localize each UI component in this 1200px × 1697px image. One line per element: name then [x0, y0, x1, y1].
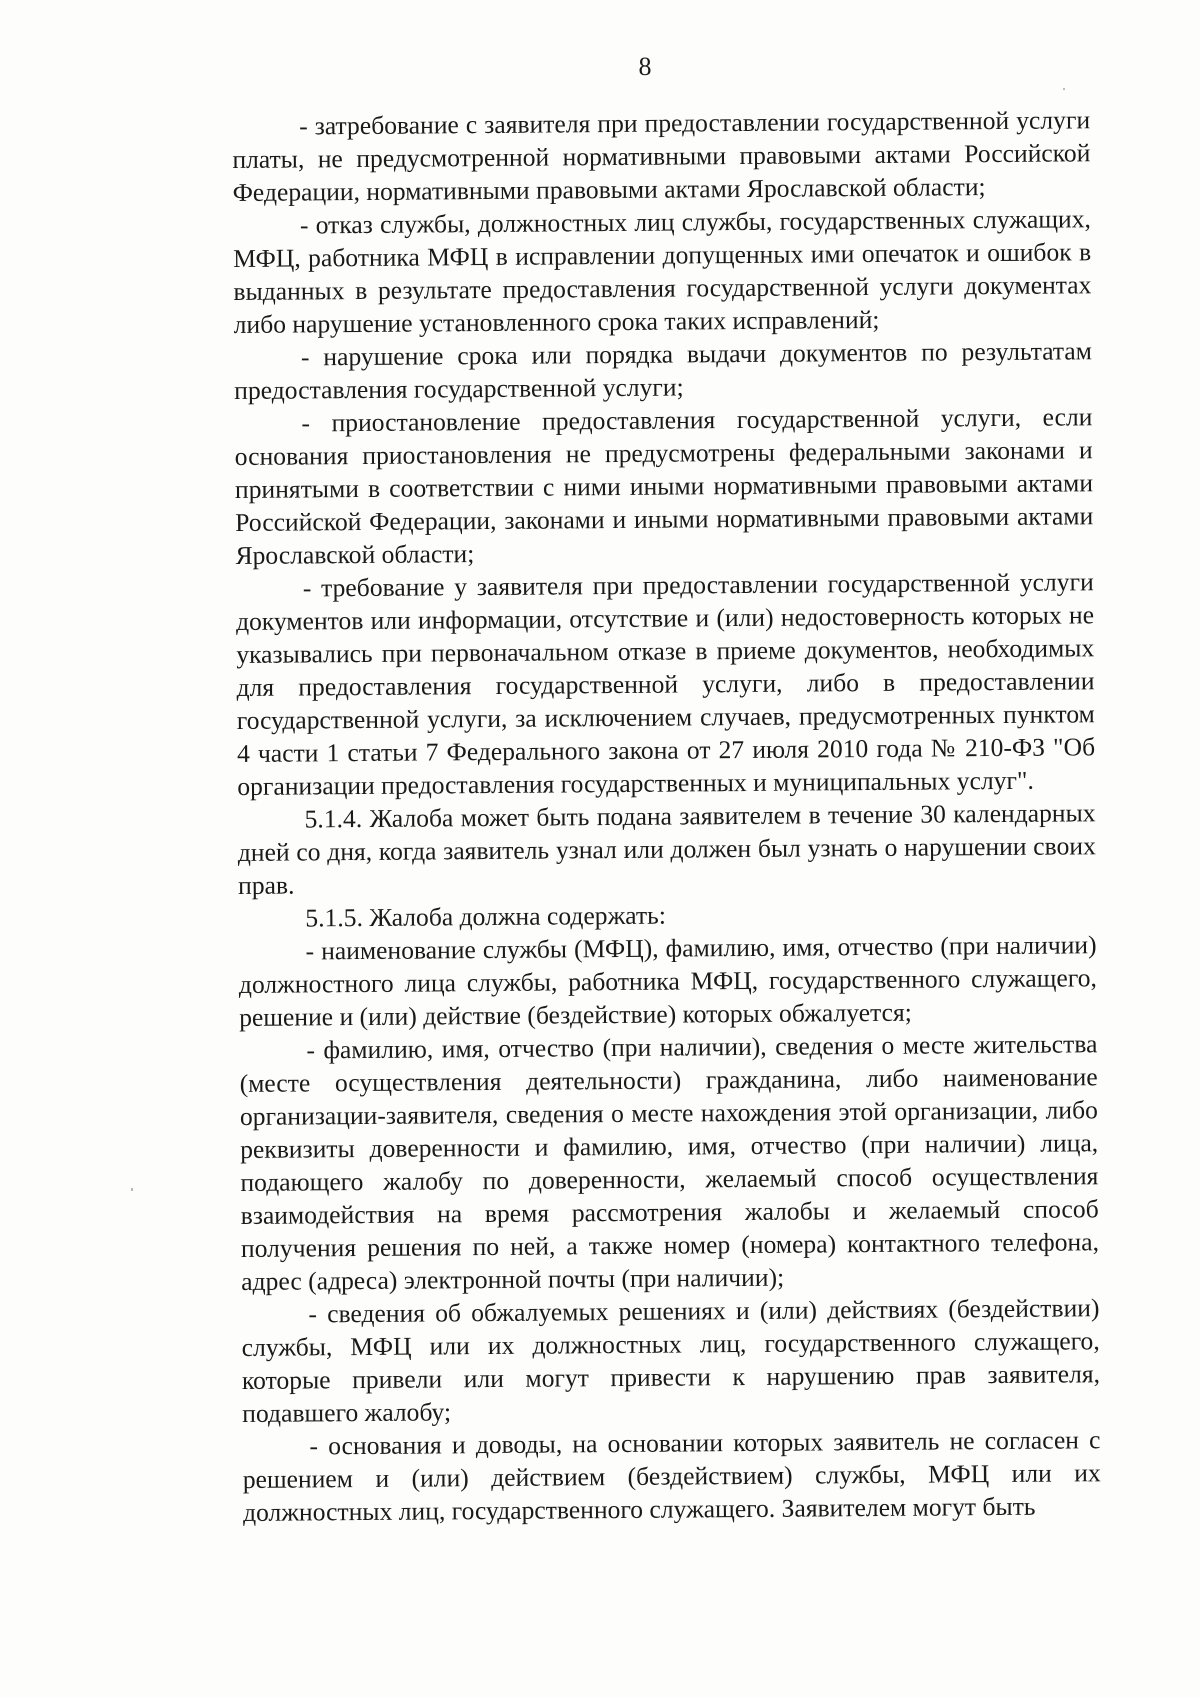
- paragraph-suspension: - приостановление предоставления государственной услуги, если основания приостановления не предусмотрены федеральными законами и принятыми в соответствии с ними иными нормативными правовыми актами Российской Федерации, законами и иными нормативными правовыми актами Ярославской области;: [234, 402, 1094, 570]
- paragraph-document-requirement: - требование у заявителя при предоставлении государственной услуги документов или информации, отсутствие и (или) недостоверность которых не указывались при первоначальном отказе в приеме документов, необходимых для предоставления государственной услуги, либо в предоставлении государственной услуги, за исключением случаев, предусмотренных пунктом 4 части 1 статьи 7 Федерального закона от 27 июля 2010 года № 210-ФЗ "Об организации предоставления государственных и муниципальных услуг".: [235, 567, 1096, 801]
- body-text: [232, 103, 1101, 1529]
- paragraph-service-name: - наименование службы (МФЦ), фамилию, имя, отчество (при наличии) должностного лица службы, работника МФЦ, государственного служащего, решение и (или) действие (бездействие) которых обжалуется;: [238, 930, 1097, 1032]
- paragraph-section-5-1-4: 5.1.4. Жалоба может быть подана заявителем в течение 30 календарных дней со дня, когда заявитель узнал или должен был узнать о нарушении своих прав.: [237, 798, 1096, 900]
- paragraph-correction-refusal: - отказ службы, должностных лиц службы, государственных служащих, МФЦ, работника МФЦ в исправлении допущенных ими опечаток и ошибок в выданных в результате предоставления государственной услуги документах либо нарушение установленного срока таких исправлений;: [233, 204, 1092, 339]
- scan-speck: [1063, 88, 1065, 90]
- paragraph-grounds-and-arguments: - основания и доводы, на основании которых заявитель не согласен с решением и (или) действием (бездействием) службы, МФЦ или их должностных лиц, государственного служащего. Заявителем могут быть: [242, 1425, 1101, 1527]
- paragraph-appealed-decisions: - сведения об обжалуемых решениях и (или) действиях (бездействии) службы, МФЦ или их должностных лиц, государственного служащего, которые привели или могут привести к нарушению прав заявителя, подавшего жалобу;: [241, 1293, 1101, 1428]
- page-number: 8: [638, 52, 652, 81]
- paragraph-fee-demand: - затребование с заявителя при предоставлении государственной услуги платы, не предусмотренной нормативными правовыми актами Российской Федерации, нормативными правовыми актами Ярославской области;: [232, 105, 1091, 207]
- scan-speck: [131, 1188, 133, 1191]
- paragraph-applicant-details: - фамилию, имя, отчество (при наличии), сведения о месте жительства (месте осуществления деятельности) гражданина, либо наименование организации-заявителя, сведения о месте нахождения этой организации, либо реквизиты доверенности и фамилию, имя, отчество (при наличии) лица, подающего жалобу по доверенности, желаемый способ осуществления взаимодействия на время рассмотрения жалобы и желаемый способ получения решения по ней, а также номер (номера) контактного телефона, адрес (адреса) электронной почты (при наличии);: [239, 1029, 1100, 1296]
- paragraph-issuance-violation: - нарушение срока или порядка выдачи документов по результатам предоставления государственной услуги;: [234, 336, 1093, 405]
- paragraph-section-5-1-5: 5.1.5. Жалоба должна содержать:: [305, 900, 667, 933]
